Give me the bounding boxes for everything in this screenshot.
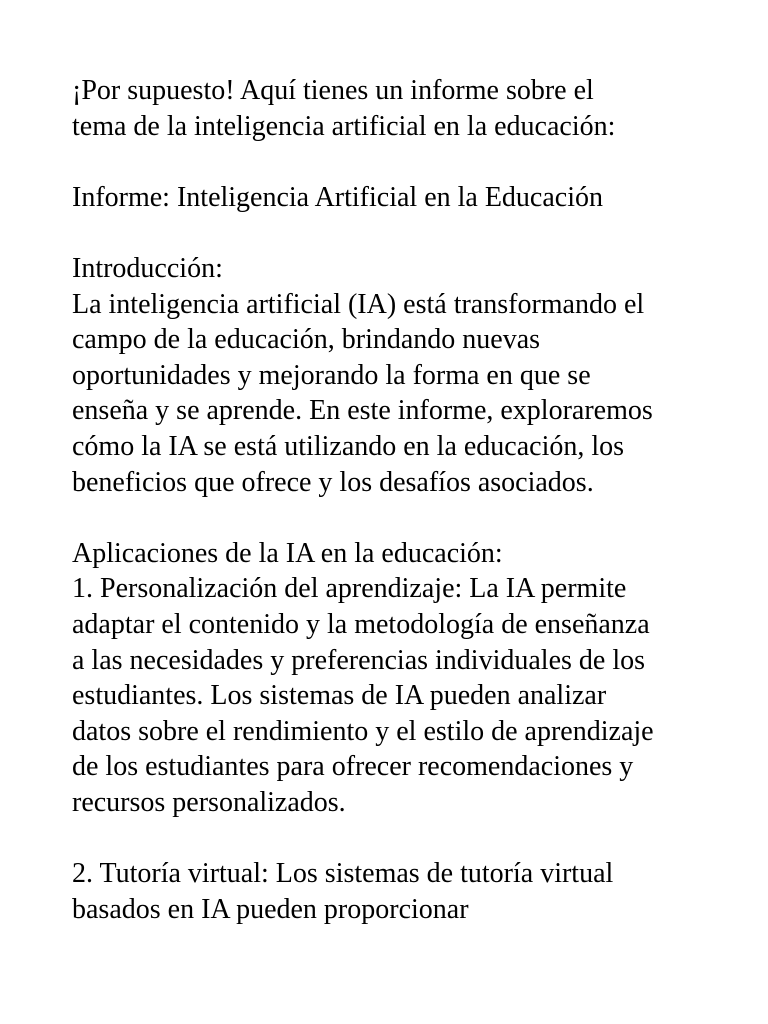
body-line: campo de la educación, brindando nuevas — [72, 324, 541, 356]
paragraph-gap — [72, 820, 732, 856]
intro-line: ¡Por supuesto! Aquí tienes un informe sobre el — [72, 75, 594, 106]
document-page — [72, 73, 732, 927]
body-line: de los estudiantes para ofrecer recomendaciones y — [72, 751, 634, 783]
body-line: beneficios que ofrece y los desafíos asociados. — [72, 466, 594, 498]
paragraph-gap — [72, 144, 732, 180]
paragraph-gap — [72, 215, 732, 251]
body-line: datos sobre el rendimiento y el estilo de aprendizaje — [72, 715, 654, 747]
body-line: estudiantes. Los sistemas de IA pueden analizar — [72, 680, 607, 712]
body-line: oportunidades y mejorando la forma en que se — [72, 359, 591, 391]
intro-paragraph — [72, 73, 732, 144]
body-line: basados en IA pueden proporcionar — [72, 893, 469, 925]
list-item-personalization — [72, 571, 732, 820]
body-line: cómo la IA se está utilizando en la educación, los — [72, 430, 625, 462]
body-line: 1. Personalización del aprendizaje: La IA permite — [72, 573, 627, 605]
introduction-section — [72, 251, 732, 500]
body-line: a las necesidades y preferencias individuales de los — [72, 644, 646, 676]
section-heading-introduction: Introducción: — [72, 252, 223, 284]
body-line: La inteligencia artificial (IA) está transformando el — [72, 288, 645, 320]
paragraph-gap — [72, 500, 732, 536]
intro-line: tema de la inteligencia artificial en la educación: — [72, 110, 616, 142]
applications-section — [72, 536, 732, 928]
body-line: recursos personalizados. — [72, 786, 346, 818]
section-heading-applications: Aplicaciones de la IA en la educación: — [72, 537, 503, 569]
body-line: 2. Tutoría virtual: Los sistemas de tutoría virtual — [72, 858, 614, 890]
list-item-virtual-tutoring — [72, 856, 732, 927]
body-line: adaptar el contenido y la metodología de enseñanza — [72, 608, 650, 640]
body-line: enseña y se aprende. En este informe, exploraremos — [72, 395, 653, 427]
report-title: Informe: Inteligencia Artificial en la Educación — [72, 181, 603, 213]
